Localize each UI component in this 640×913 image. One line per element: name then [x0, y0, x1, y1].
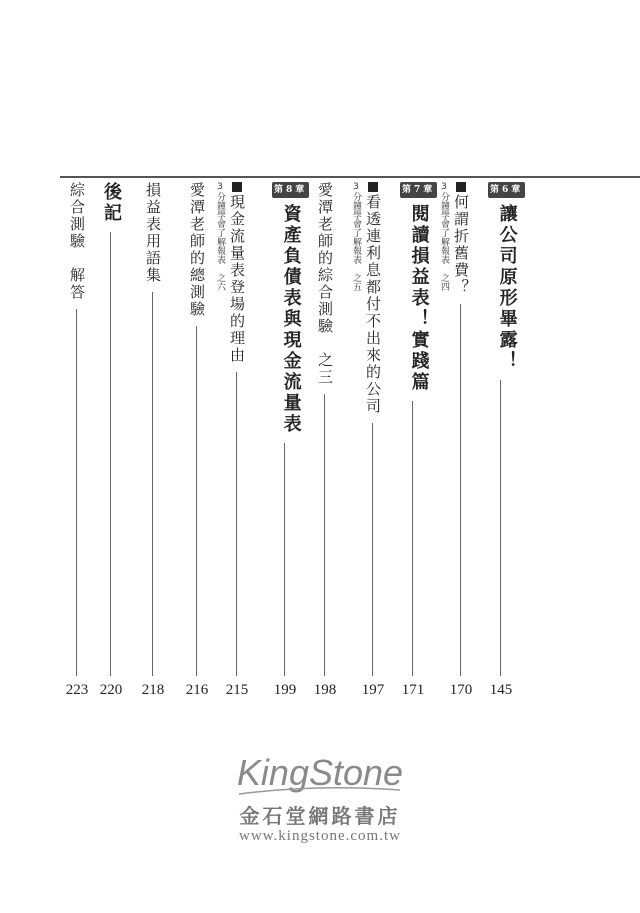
toc-title: 愛潭老師的綜合測驗 之三 [316, 182, 334, 386]
toc-entry[interactable] [64, 182, 90, 694]
toc-title: 愛潭老師的總測驗 [188, 182, 206, 318]
watermark-chinese-name: 金石堂網路書店 [239, 804, 401, 828]
page-number: 197 [361, 682, 385, 698]
toc-entry[interactable] [140, 182, 166, 694]
watermark-url: www.kingstone.com.tw [239, 828, 401, 844]
page-number: 218 [141, 682, 165, 698]
top-rule [60, 176, 640, 178]
watermark-swoosh-icon [237, 786, 402, 796]
toc-entry[interactable] [215, 182, 250, 694]
toc-series-label: 3分鐘學會了解報表 之六 [215, 182, 225, 291]
toc-title: 資產負債表與現金流量表 [280, 204, 302, 435]
toc-title: 閱讀損益表！實踐篇 [408, 204, 430, 393]
leader-line [284, 443, 285, 676]
toc-title: 後記 [101, 182, 122, 224]
toc-entry[interactable] [272, 182, 308, 694]
bullet-square-icon [368, 182, 378, 192]
toc-title: 看透連利息都付不出來的公司 [364, 194, 382, 415]
leader-line [76, 309, 77, 676]
page-number: 199 [273, 682, 297, 698]
leader-line [460, 304, 461, 676]
toc-series-label: 3分鐘學會了解報表 之四 [439, 182, 449, 291]
page-number: 171 [401, 682, 425, 698]
toc-title: 現金流量表登場的理由 [228, 194, 246, 364]
leader-line [236, 372, 237, 676]
toc-title: 何謂折舊費？ [452, 194, 470, 296]
toc-entry[interactable] [98, 182, 124, 694]
toc-entry[interactable] [312, 182, 338, 694]
leader-line [324, 394, 325, 676]
bullet-square-icon [456, 182, 466, 192]
page-number: 198 [313, 682, 337, 698]
leader-line [412, 401, 413, 676]
leader-line [500, 380, 501, 676]
watermark-brand: KingStone [236, 752, 404, 793]
page-number: 216 [185, 682, 209, 698]
leader-line [196, 326, 197, 676]
chapter-badge: 第8章 [272, 182, 309, 198]
toc-title: 綜合測驗 解答 [68, 182, 86, 301]
leader-line [152, 292, 153, 676]
page-number: 223 [65, 682, 89, 698]
leader-line [372, 423, 373, 676]
toc-entry[interactable] [400, 182, 436, 694]
bullet-square-icon [232, 182, 242, 192]
chapter-badge: 第6章 [488, 182, 525, 198]
toc-entry[interactable] [351, 182, 386, 694]
page-number: 170 [449, 682, 473, 698]
page-number: 220 [99, 682, 123, 698]
toc-entry[interactable] [439, 182, 474, 694]
page-number: 145 [489, 682, 513, 698]
chapter-badge: 第7章 [400, 182, 437, 198]
toc-title: 讓公司原形畢露！ [496, 204, 518, 372]
leader-line [110, 232, 111, 676]
toc-title: 損益表用語集 [144, 182, 162, 284]
page-number: 215 [225, 682, 249, 698]
toc-entry[interactable] [488, 182, 524, 694]
toc-entry[interactable] [184, 182, 210, 694]
toc-series-label: 3分鐘學會了解報表 之五 [351, 182, 361, 291]
